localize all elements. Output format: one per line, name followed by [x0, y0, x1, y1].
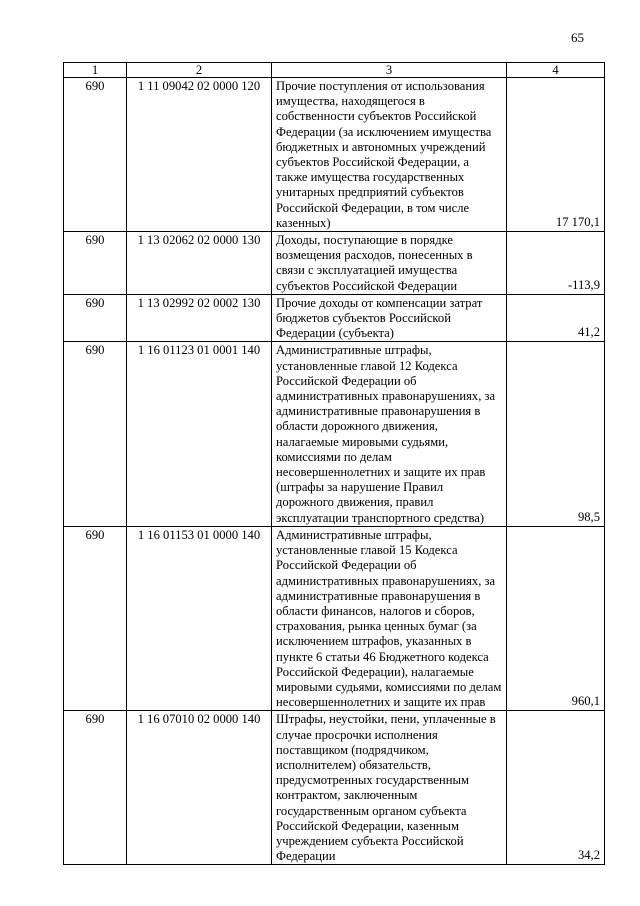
description-cell: Прочие доходы от компенсации затрат бюджетов субъектов Российской Федерации (субъекта) — [272, 294, 507, 342]
header-col-4: 4 — [507, 63, 605, 78]
table-row — [64, 342, 605, 526]
description-cell: Административные штрафы, установленные главой 15 Кодекса Российской Федерации об административных правонарушениях, за административные правонарушения в области финансов, налогов и сборов, страхования, рынка ценных бумаг (за исключением штрафов, указанных в пункте 6 статьи 46 Бюджетного кодекса Российской Федерации), налагаемые мировыми судьями, комиссиями по делам несовершеннолетних и защите их прав — [272, 526, 507, 710]
page-number: 65 — [571, 30, 584, 45]
description-cell: Прочие поступления от использования имущества, находящегося в собственности субъектов Российской Федерации (за исключением имущества бюджетных и автономных учреждений субъектов Российской Федерации, а также имущества государственных унитарных предприятий субъектов Российской Федерации, в том числе казенных) — [272, 78, 507, 232]
admin-code-cell: 690 — [64, 232, 127, 295]
amount-cell: 41,2 — [507, 294, 605, 342]
table-row — [64, 232, 605, 295]
amount-cell: 34,2 — [507, 711, 605, 865]
description-cell: Доходы, поступающие в порядке возмещения расходов, понесенных в связи с эксплуатацией имущества субъектов Российской Федерации — [272, 232, 507, 295]
revenue-code-cell: 1 16 01123 01 0001 140 — [127, 342, 272, 526]
table-row — [64, 294, 605, 342]
header-col-1: 1 — [64, 63, 127, 78]
table-row — [64, 711, 605, 865]
admin-code-cell: 690 — [64, 342, 127, 526]
revenue-code-cell: 1 16 01153 01 0000 140 — [127, 526, 272, 710]
header-col-2: 2 — [127, 63, 272, 78]
admin-code-cell: 690 — [64, 294, 127, 342]
description-cell: Штрафы, неустойки, пени, уплаченные в случае просрочки исполнения поставщиком (подрядчиком, исполнителем) обязательств, предусмотренных государственным контрактом, заключенным государственным органом субъекта Российской Федерации, казенным учреждением субъекта Российской Федерации — [272, 711, 507, 865]
revenue-code-cell: 1 16 07010 02 0000 140 — [127, 711, 272, 865]
description-cell: Административные штрафы, установленные главой 12 Кодекса Российской Федерации об административных правонарушениях, за административные правонарушения в области дорожного движения, налагаемые мировыми судьями, комиссиями по делам несовершеннолетних и защите их прав (штрафы за нарушение Правил дорожного движения, правил эксплуатации транспортного средства) — [272, 342, 507, 526]
table-header — [64, 63, 605, 78]
table-row — [64, 526, 605, 710]
table-row — [64, 78, 605, 232]
header-row — [64, 63, 605, 78]
admin-code-cell: 690 — [64, 711, 127, 865]
amount-cell: 17 170,1 — [507, 78, 605, 232]
admin-code-cell: 690 — [64, 78, 127, 232]
revenue-code-cell: 1 13 02992 02 0002 130 — [127, 294, 272, 342]
revenue-code-cell: 1 11 09042 02 0000 120 — [127, 78, 272, 232]
budget-revenue-table — [63, 62, 605, 865]
amount-cell: 960,1 — [507, 526, 605, 710]
table-body — [64, 78, 605, 865]
amount-cell: 98,5 — [507, 342, 605, 526]
header-col-3: 3 — [272, 63, 507, 78]
admin-code-cell: 690 — [64, 526, 127, 710]
amount-cell: -113,9 — [507, 232, 605, 295]
revenue-code-cell: 1 13 02062 02 0000 130 — [127, 232, 272, 295]
